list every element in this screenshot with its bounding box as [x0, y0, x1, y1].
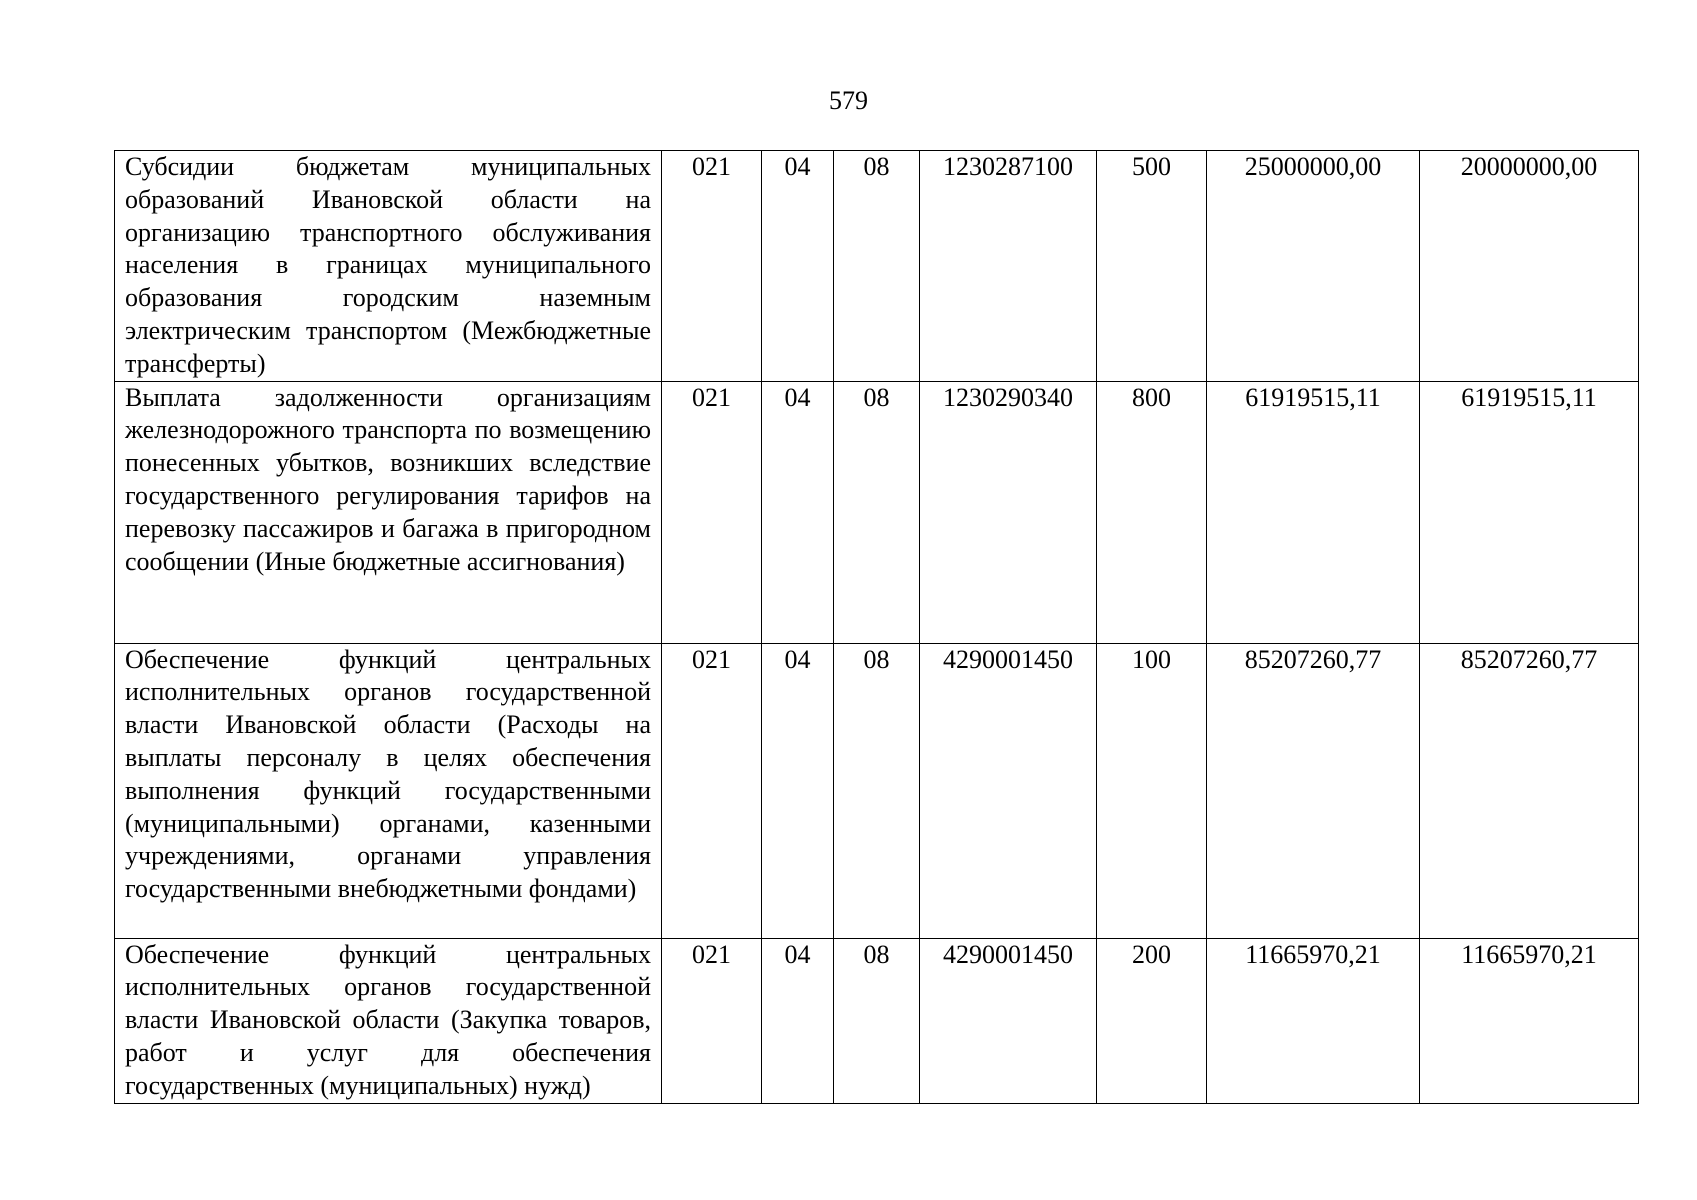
page-number: 579 — [829, 86, 868, 115]
expense-type-code: 800 — [1097, 381, 1207, 643]
amount-2: 85207260,77 — [1420, 643, 1639, 938]
row-description: Субсидии бюджетам муниципальных образований Ивановской области на организацию транспортного обслуживания населения в границах муниципального образования городским наземным электрическим транспортом (Межбюджетные трансферты) — [115, 151, 662, 382]
row-description: Выплата задолженности организациям железнодорожного транспорта по возмещению понесенных убытков, возникших вследствие государственного регулирования тарифов на перевозку пассажиров и багажа в пригородном сообщении (Иные бюджетные ассигнования) — [115, 381, 662, 643]
section-code: 04 — [762, 381, 834, 643]
subsection-code: 08 — [834, 938, 920, 1103]
ministry-code: 021 — [662, 643, 762, 938]
amount-2: 20000000,00 — [1420, 151, 1639, 382]
subsection-code: 08 — [834, 151, 920, 382]
expense-type-code: 500 — [1097, 151, 1207, 382]
amount-1: 85207260,77 — [1207, 643, 1420, 938]
ministry-code: 021 — [662, 381, 762, 643]
row-description: Обеспечение функций центральных исполнительных органов государственной власти Ивановской области (Закупка товаров, работ и услуг для обеспечения государственных (муниципальных) нужд) — [115, 938, 662, 1103]
target-article-code: 4290001450 — [920, 643, 1097, 938]
table-row — [115, 381, 1639, 643]
subsection-code: 08 — [834, 643, 920, 938]
table-row — [115, 643, 1639, 938]
target-article-code: 1230290340 — [920, 381, 1097, 643]
section-code: 04 — [762, 643, 834, 938]
ministry-code: 021 — [662, 938, 762, 1103]
section-code: 04 — [762, 938, 834, 1103]
target-article-code: 4290001450 — [920, 938, 1097, 1103]
row-description: Обеспечение функций центральных исполнительных органов государственной власти Ивановской области (Расходы на выплаты персоналу в целях обеспечения выполнения функций государственными (муниципальными) органами, казенными учреждениями, органами управления государственными внебюджетными фондами) — [115, 643, 662, 938]
amount-1: 25000000,00 — [1207, 151, 1420, 382]
budget-table — [114, 150, 1639, 1104]
table-row — [115, 151, 1639, 382]
expense-type-code: 100 — [1097, 643, 1207, 938]
expense-type-code: 200 — [1097, 938, 1207, 1103]
amount-2: 11665970,21 — [1420, 938, 1639, 1103]
subsection-code: 08 — [834, 381, 920, 643]
section-code: 04 — [762, 151, 834, 382]
ministry-code: 021 — [662, 151, 762, 382]
amount-2: 61919515,11 — [1420, 381, 1639, 643]
target-article-code: 1230287100 — [920, 151, 1097, 382]
table-row — [115, 938, 1639, 1103]
amount-1: 61919515,11 — [1207, 381, 1420, 643]
amount-1: 11665970,21 — [1207, 938, 1420, 1103]
